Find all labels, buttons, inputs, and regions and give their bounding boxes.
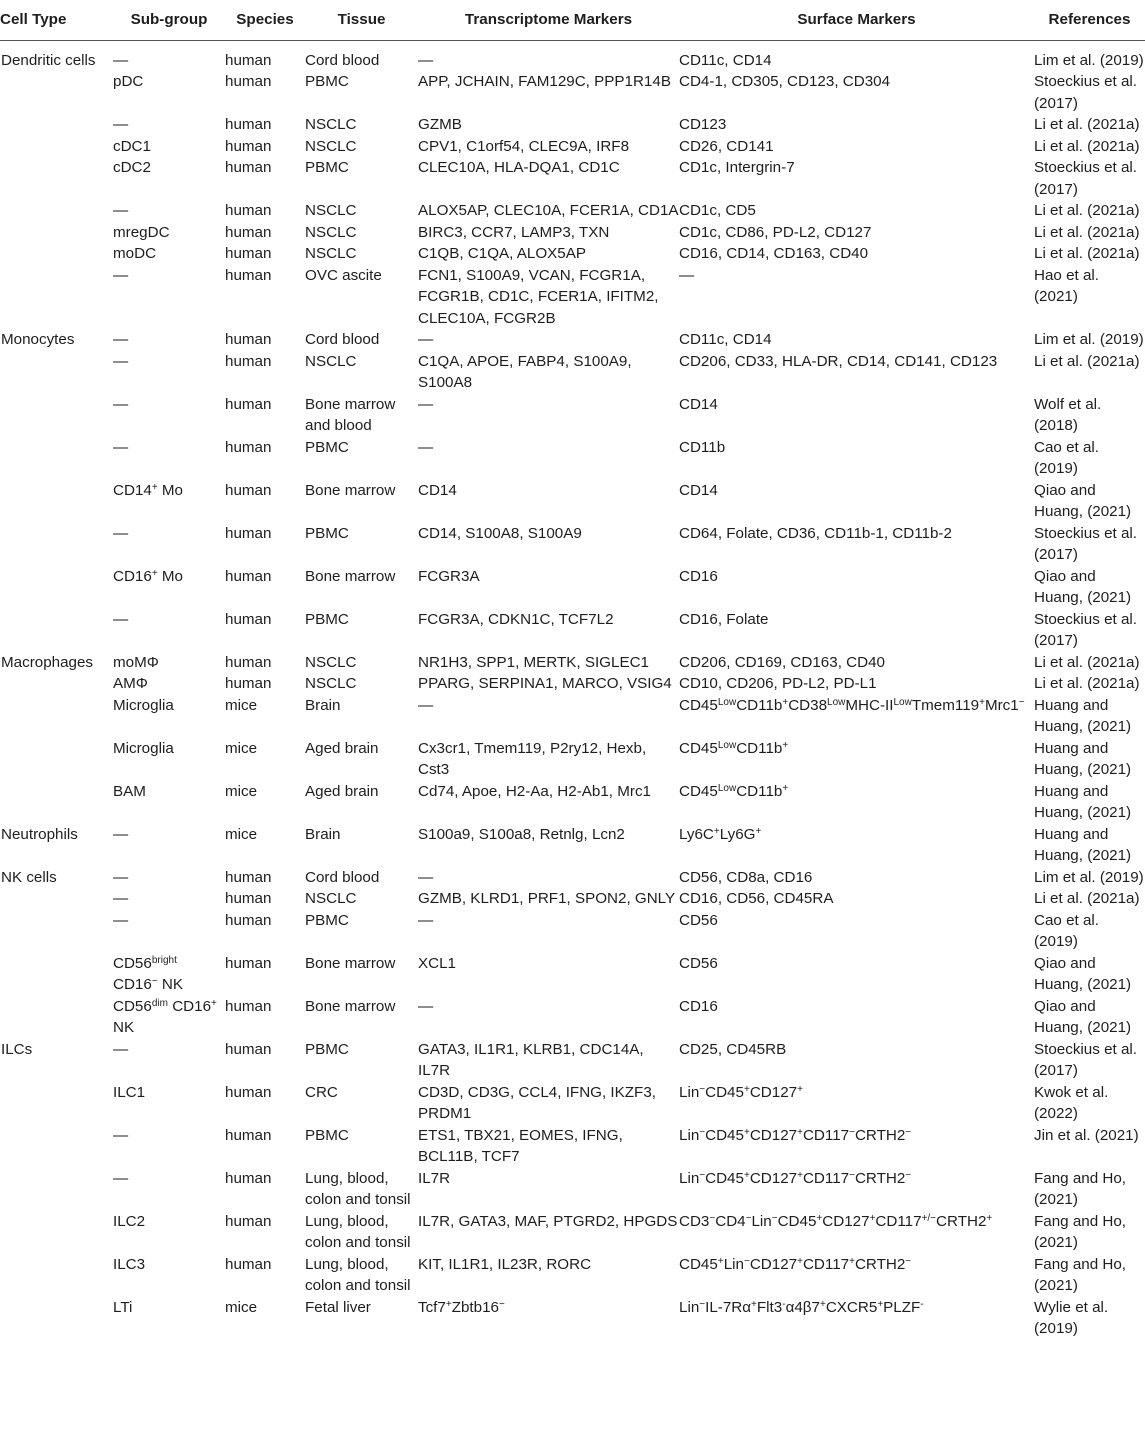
table-row [0,114,1145,136]
cell-type-cell [0,1211,113,1254]
tissue-cell: PBMC [305,73,349,90]
cell-type-cell [0,222,113,244]
surface-markers-cell: CD16, CD56, CD45RA [679,890,834,907]
table-row [0,480,1145,523]
header-tissue: Tissue [305,0,418,40]
surface-markers-cell: CD10, CD206, PD-L2, PD-L1 [679,675,877,692]
cell-type-cell [0,695,113,738]
sub-group-cell: ILC2 [113,1212,146,1230]
species-cell: human [225,73,272,90]
surface-markers-cell: CD1c, CD5 [679,202,756,219]
reference-cell: Wolf et al. (2018) [1034,395,1102,434]
tissue-cell: Aged brain [305,739,379,757]
transcriptome-markers-cell: GATA3, IL1R1, KLRB1, CDC14A, IL7R [418,1040,644,1079]
tissue-cell: PBMC [305,1126,349,1144]
reference-cell: Lim et al. (2019) [1034,868,1144,886]
cell-type-cell: Neutrophils [1,825,78,843]
surface-markers-cell: Lin−CD45+CD127+ [679,1083,803,1101]
transcriptome-markers-cell: ETS1, TBX21, EOMES, IFNG, BCL11B, TCF7 [418,1126,623,1165]
reference-cell: Stoeckius et al. (2017) [1034,159,1137,198]
reference-cell: Qiao and Huang, (2021) [1034,481,1132,520]
transcriptome-markers-cell: — [418,395,434,413]
species-cell: human [225,1126,272,1144]
reference-cell: Wylie et al. (2019) [1034,1298,1109,1337]
transcriptome-markers-cell: ALOX5AP, CLEC10A, FCER1A, CD1A [418,202,679,219]
cell-type-cell [0,136,113,158]
tissue-cell: NSCLC [305,223,357,241]
species-cell: human [225,567,272,585]
transcriptome-markers-cell: Tcf7+Zbtb16− [418,1298,505,1316]
table-row [0,652,1145,674]
header-cell-type: Cell Type [0,0,113,40]
table-row [0,136,1145,158]
species-cell: human [225,653,272,671]
reference-cell: Cao et al. (2019) [1034,911,1100,950]
tissue-cell: Fetal liver [305,1298,371,1316]
sub-group-cell: — [113,1126,129,1144]
surface-markers-cell: CD56 [679,911,718,929]
table-body [0,40,1145,1340]
sub-group-cell: ILC3 [113,1255,146,1273]
reference-cell: Qiao and Huang, (2021) [1034,954,1132,993]
table-row [0,695,1145,738]
tissue-cell: NSCLC [305,137,357,155]
cell-type-cell [0,609,113,652]
reference-cell: Li et al. (2021a) [1034,675,1140,692]
cell-type-cell [0,996,113,1039]
surface-markers-cell: $CD45^{Low}CD11b^+CD38^{Low}MHC-II^{Low}Tmem119^+Mrc1^-$ [679,696,1025,714]
tissue-cell: NSCLC [305,116,357,133]
species-cell: human [225,1083,272,1101]
species-cell: mice [225,696,258,714]
transcriptome-markers-cell: NR1H3, SPP1, MERTK, SIGLEC1 [418,653,649,671]
sub-group-cell: $CD56^{dim}$ CD16+ NK [113,997,217,1036]
surface-markers-cell: CD14 [679,395,718,413]
surface-markers-cell: CD1c, CD86, PD-L2, CD127 [679,223,872,241]
reference-cell: Huang and Huang, (2021) [1034,696,1132,735]
species-cell: human [225,51,272,69]
tissue-cell: CRC [305,1083,338,1101]
reference-cell: Huang and Huang, (2021) [1034,782,1132,821]
table-row [0,1297,1145,1340]
species-cell: human [225,137,272,155]
species-cell: human [225,395,272,413]
transcriptome-markers-cell: CD3D, CD3G, CCL4, IFNG, IKZF3, PRDM1 [418,1083,656,1122]
cell-type-cell [0,910,113,953]
transcriptome-markers-cell: S100a9, S100a8, Retnlg, Lcn2 [418,825,625,843]
species-cell: human [225,997,272,1015]
transcriptome-markers-cell: Cx3cr1, Tmem119, P2ry12, Hexb, Cst3 [418,739,647,778]
tissue-cell: Brain [305,696,341,714]
surface-markers-cell: CD1c, Intergrin-7 [679,159,795,176]
table-row [0,523,1145,566]
reference-cell: Qiao and Huang, (2021) [1034,567,1132,606]
table-row [0,781,1145,824]
table-row [0,867,1145,889]
surface-markers-cell: CD16, CD14, CD163, CD40 [679,245,869,262]
transcriptome-markers-cell: — [418,438,434,456]
table-row [0,437,1145,480]
cell-type-cell [0,71,113,114]
sub-group-cell: mregDC [113,223,170,241]
surface-markers-cell: CD16, Folate [679,610,769,628]
tissue-cell: NSCLC [305,675,357,692]
transcriptome-markers-cell: Cd74, Apoe, H2-Aa, H2-Ab1, Mrc1 [418,782,651,800]
transcriptome-markers-cell: GZMB, KLRD1, PRF1, SPON2, GNLY [418,890,676,907]
reference-cell: Lim et al. (2019) [1034,51,1144,69]
tissue-cell: NSCLC [305,653,357,671]
species-cell: human [225,1040,272,1058]
reference-cell: Li et al. (2021a) [1034,116,1140,133]
surface-markers-cell: CD11c, CD14 [679,51,772,69]
tissue-cell: NSCLC [305,890,357,907]
reference-cell: Stoeckius et al. (2017) [1034,610,1137,649]
table-row [0,1039,1145,1082]
sub-group-cell: CD16+ Mo [113,567,184,585]
transcriptome-markers-cell: CLEC10A, HLA-DQA1, CD1C [418,159,620,176]
table-row [0,157,1145,200]
header-surface-markers: Surface Markers [679,0,1034,40]
transcriptome-markers-cell: — [418,331,434,348]
table-row [0,1211,1145,1254]
species-cell: human [225,675,272,692]
tissue-cell: Cord blood [305,868,380,886]
cell-type-cell [0,1168,113,1211]
reference-cell: Li et al. (2021a) [1034,223,1140,241]
table-row [0,673,1145,695]
cell-type-cell [0,394,113,437]
sub-group-cell: — [113,911,129,929]
table-row [0,71,1145,114]
transcriptome-markers-cell: C1QB, C1QA, ALOX5AP [418,245,586,262]
surface-markers-cell: CD4-1, CD305, CD123, CD304 [679,73,891,90]
transcriptome-markers-cell: GZMB [418,116,462,133]
reference-cell: Jin et al. (2021) [1034,1126,1139,1144]
sub-group-cell: — [113,116,129,133]
reference-cell: Lim et al. (2019) [1034,331,1144,348]
tissue-cell: Bone marrow [305,567,396,585]
sub-group-cell: cDC2 [113,159,151,176]
transcriptome-markers-cell: FCGR3A [418,567,480,585]
surface-markers-cell: Lin−CD45+CD127+CD117−CRTH2− [679,1126,912,1144]
cell-type-cell [0,1297,113,1340]
reference-cell: Li et al. (2021a) [1034,202,1140,219]
species-cell: mice [225,825,258,843]
species-cell: human [225,202,272,219]
header-references: References [1034,0,1145,40]
reference-cell: Stoeckius et al. (2017) [1034,73,1137,112]
species-cell: human [225,868,272,886]
tissue-cell: NSCLC [305,352,357,370]
cell-type-cell [0,200,113,222]
cell-type-cell [0,673,113,695]
tissue-cell: OVC ascite [305,266,382,284]
species-cell: human [225,245,272,262]
sub-group-cell: — [113,868,129,886]
transcriptome-markers-cell: CD14 [418,481,457,499]
surface-markers-cell: — [679,266,695,284]
surface-markers-cell: CD26, CD141 [679,137,774,155]
species-cell: human [225,890,272,907]
transcriptome-markers-cell: — [418,997,434,1015]
table-row [0,222,1145,244]
transcriptome-markers-cell: IL7R [418,1169,451,1187]
cell-type-cell [0,566,113,609]
reference-cell: Li et al. (2021a) [1034,137,1140,155]
cell-type-cell [0,738,113,781]
header-row [0,0,1145,40]
reference-cell: Li et al. (2021a) [1034,890,1140,907]
reference-cell: Kwok et al. (2022) [1034,1083,1109,1122]
transcriptome-markers-cell: FCN1, S100A9, VCAN, FCGR1A, FCGR1B, CD1C, FCER1A, IFITM2, CLEC10A, FCGR2B [418,266,659,327]
tissue-cell: Brain [305,825,341,843]
surface-markers-cell: CD16 [679,997,718,1015]
surface-markers-cell: CD14 [679,481,718,499]
sub-group-cell: — [113,352,129,370]
surface-markers-cell: $CD45^{Low}CD11b^+$ [679,782,789,800]
table-row [0,1082,1145,1125]
tissue-cell: Lung, blood, colon and tonsil [305,1212,411,1251]
transcriptome-markers-cell: CPV1, C1orf54, CLEC9A, IRF8 [418,137,630,155]
surface-markers-cell: $CD45^{Low}CD11b^+$ [679,739,789,757]
surface-markers-cell: CD25, CD45RB [679,1040,787,1058]
species-cell: human [225,266,272,284]
cell-type-cell: Dendritic cells [1,51,96,69]
reference-cell: Hao et al. (2021) [1034,266,1100,305]
transcriptome-markers-cell: — [418,868,434,886]
cell-type-cell [0,157,113,200]
sub-group-cell: pDC [113,73,144,90]
tissue-cell: Cord blood [305,51,380,69]
species-cell: mice [225,782,258,800]
sub-group-cell: ILC1 [113,1083,146,1101]
transcriptome-markers-cell: KIT, IL1R1, IL23R, RORC [418,1255,592,1273]
surface-markers-cell: CD11b [679,438,726,456]
tissue-cell: NSCLC [305,202,357,219]
tissue-cell: Lung, blood, colon and tonsil [305,1255,411,1294]
reference-cell: Fang and Ho, (2021) [1034,1169,1127,1208]
sub-group-cell: — [113,266,129,284]
cell-type-cell: ILCs [1,1040,33,1058]
transcriptome-markers-cell: FCGR3A, CDKN1C, TCF7L2 [418,610,614,628]
reference-cell: Li et al. (2021a) [1034,653,1140,671]
transcriptome-markers-cell: — [418,696,434,714]
surface-markers-cell: CD123 [679,116,727,133]
sub-group-cell: — [113,610,129,628]
table-row [0,824,1145,867]
reference-cell: Stoeckius et al. (2017) [1034,524,1137,563]
species-cell: human [225,438,272,456]
cell-type-cell [0,265,113,330]
reference-cell: Huang and Huang, (2021) [1034,739,1132,778]
sub-group-cell: moMΦ [113,653,159,671]
table-row [0,609,1145,652]
surface-markers-cell: CD45+Lin−CD127+CD117+CRTH2− [679,1255,912,1273]
cell-type-cell [0,480,113,523]
cell-type-cell: NK cells [1,868,57,886]
surface-markers-cell: CD206, CD169, CD163, CD40 [679,653,885,671]
table-row [0,243,1145,265]
tissue-cell: PBMC [305,438,349,456]
surface-markers-cell: CD56 [679,954,718,972]
table-row [0,394,1145,437]
sub-group-cell: CD14+ Mo [113,481,184,499]
table-row [0,1254,1145,1297]
sub-group-cell: — [113,524,129,542]
sub-group-cell: BAM [113,782,146,800]
table-row [0,738,1145,781]
transcriptome-markers-cell: — [418,911,434,929]
cell-type-cell [0,523,113,566]
transcriptome-markers-cell: PPARG, SERPINA1, MARCO, VSIG4 [418,675,672,692]
species-cell: human [225,524,272,542]
cell-type-cell [0,1082,113,1125]
header-species: Species [225,0,305,40]
species-cell: human [225,481,272,499]
reference-cell: Li et al. (2021a) [1034,352,1140,370]
cell-type-cell: Monocytes [1,331,75,348]
reference-cell: Stoeckius et al. (2017) [1034,1040,1137,1079]
tissue-cell: Aged brain [305,782,379,800]
species-cell: human [225,223,272,241]
surface-markers-cell: CD16 [679,567,718,585]
sub-group-cell: — [113,438,129,456]
species-cell: human [225,1212,272,1230]
species-cell: human [225,1255,272,1273]
transcriptome-markers-cell: C1QA, APOE, FABP4, S100A9, S100A8 [418,352,632,391]
sub-group-cell: cDC1 [113,137,151,155]
cell-type-cell [0,114,113,136]
reference-cell: Li et al. (2021a) [1034,245,1140,262]
surface-markers-cell: CD3−CD4−Lin−CD45+CD127+CD117+/−CRTH2+ [679,1212,993,1230]
tissue-cell: Bone marrow and blood [305,395,396,434]
tissue-cell: PBMC [305,610,349,628]
cell-type-cell: Macrophages [1,653,94,671]
tissue-cell: Bone marrow [305,481,396,499]
transcriptome-markers-cell: APP, JCHAIN, FAM129C, PPP1R14B [418,73,671,90]
table-row [0,910,1145,953]
reference-cell: Fang and Ho, (2021) [1034,1255,1127,1294]
species-cell: mice [225,739,258,757]
species-cell: human [225,116,272,133]
sub-group-cell: — [113,1169,129,1187]
tissue-cell: PBMC [305,159,349,176]
sub-group-cell: AMΦ [113,675,148,692]
transcriptome-markers-cell: IL7R, GATA3, MAF, PTGRD2, HPGDS [418,1212,678,1230]
table-row [0,1168,1145,1211]
cell-type-cell [0,1125,113,1168]
cell-type-cell [0,953,113,996]
sub-group-cell: Microglia [113,739,174,757]
species-cell: human [225,352,272,370]
sub-group-cell: Microglia [113,696,174,714]
tissue-cell: Bone marrow [305,954,396,972]
cell-type-cell [0,781,113,824]
transcriptome-markers-cell: BIRC3, CCR7, LAMP3, TXN [418,223,610,241]
table-row [0,953,1145,996]
species-cell: human [225,954,272,972]
transcriptome-markers-cell: XCL1 [418,954,456,972]
header-sub-group: Sub-group [113,0,225,40]
table-row [0,996,1145,1039]
table-row [0,329,1145,351]
transcriptome-markers-cell: CD14, S100A8, S100A9 [418,524,582,542]
tissue-cell: PBMC [305,524,349,542]
tissue-cell: Lung, blood, colon and tonsil [305,1169,411,1208]
tissue-cell: Cord blood [305,331,380,348]
header-transcriptome-markers: Transcriptome Markers [418,0,679,40]
surface-markers-cell: CD56, CD8a, CD16 [679,868,813,886]
reference-cell: Huang and Huang, (2021) [1034,825,1132,864]
sub-group-cell: LTi [113,1298,133,1316]
sub-group-cell: — [113,395,129,413]
sub-group-cell: moDC [113,245,157,262]
species-cell: human [225,331,272,348]
cell-type-cell [0,888,113,910]
tissue-cell: PBMC [305,911,349,929]
transcriptome-markers-cell: — [418,51,434,69]
species-cell: human [225,911,272,929]
table-row [0,40,1145,71]
surface-markers-cell: CD64, Folate, CD36, CD11b-1, CD11b-2 [679,524,952,542]
table-row [0,265,1145,330]
species-cell: human [225,159,272,176]
tissue-cell: PBMC [305,1040,349,1058]
species-cell: mice [225,1298,258,1316]
table-row [0,351,1145,394]
sub-group-cell: — [113,202,129,219]
sub-group-cell: — [113,890,129,907]
cell-type-cell [0,351,113,394]
species-cell: human [225,1169,272,1187]
sub-group-cell: — [113,51,129,69]
tissue-cell: NSCLC [305,245,357,262]
surface-markers-cell: CD206, CD33, HLA-DR, CD14, CD141, CD123 [679,352,998,370]
reference-cell: Cao et al. (2019) [1034,438,1100,477]
table-row [0,888,1145,910]
cell-type-cell [0,1254,113,1297]
sub-group-cell: — [113,825,129,843]
table-row [0,200,1145,222]
surface-markers-cell: CD11c, CD14 [679,331,772,348]
sub-group-cell: $CD56^{bright}$ CD16− NK [113,954,184,993]
species-cell: human [225,610,272,628]
tissue-cell: Bone marrow [305,997,396,1015]
reference-cell: Qiao and Huang, (2021) [1034,997,1132,1036]
cell-type-cell [0,437,113,480]
table-row [0,1125,1145,1168]
sub-group-cell: — [113,1040,129,1058]
cell-type-cell [0,243,113,265]
surface-markers-cell: Lin−IL-7Rα+Flt3-α4β7+CXCR5+PLZF- [679,1298,924,1316]
surface-markers-cell: Lin−CD45+CD127+CD117−CRTH2− [679,1169,912,1187]
surface-markers-cell: Ly6C+Ly6G+ [679,825,762,843]
sub-group-cell: — [113,331,129,348]
table-row [0,566,1145,609]
reference-cell: Fang and Ho, (2021) [1034,1212,1127,1251]
